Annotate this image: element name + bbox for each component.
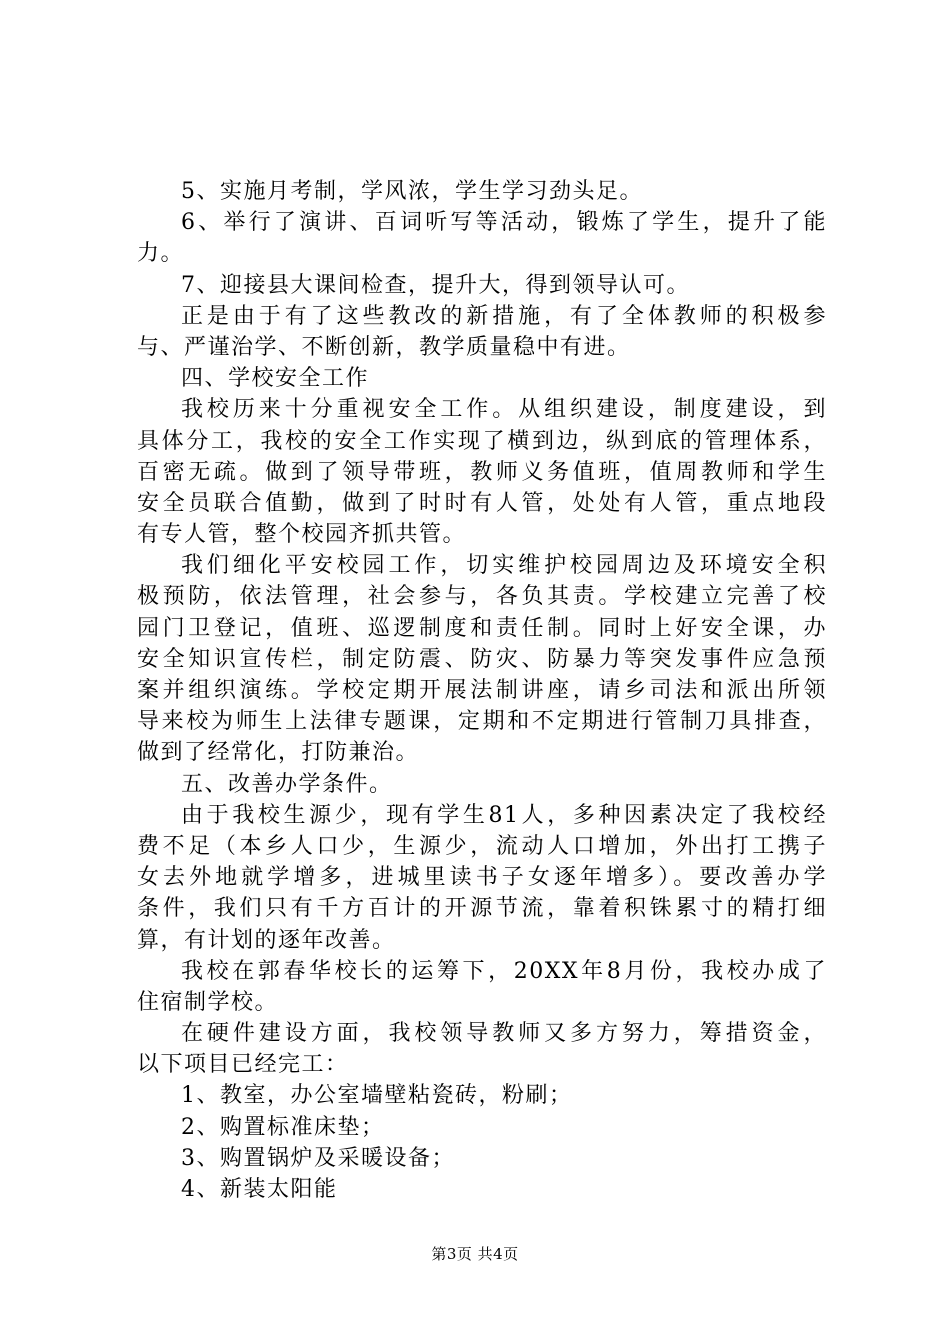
text-line: 在硬件建设方面，我校领导教师又多方努力，筹措资金，: [181, 1021, 827, 1047]
text-line: 女去外地就学增多，进城里读书子女逐年增多）。要改善办学: [137, 865, 827, 891]
text-line: 住宿制学校。: [137, 989, 279, 1015]
text-line: 2、购置标准床垫；: [181, 1114, 385, 1140]
text-line: 力。: [137, 241, 185, 267]
text-line: 百密无疏。做到了领导带班，教师义务值班，值周教师和学生: [137, 459, 827, 485]
text-line: 四、学校安全工作: [181, 366, 370, 392]
text-line: 1、教室，办公室墙壁粘瓷砖，粉刷；: [181, 1083, 573, 1109]
text-line: 五、改善办学条件。: [181, 771, 393, 797]
text-line: 条件，我们只有千方百计的开源节流，靠着积铢累寸的精打细: [137, 896, 827, 922]
text-line: 有专人管，整个校园齐抓共管。: [137, 522, 467, 548]
text-line: 5、实施月考制，学风浓，学生学习劲头足。: [181, 179, 643, 204]
text-line: 正是由于有了这些教改的新措施，有了全体教师的积极参: [181, 303, 827, 329]
text-line: 4、新装太阳能: [181, 1177, 338, 1202]
text-line: 我校历来十分重视安全工作。从组织建设，制度建设，到: [181, 397, 827, 423]
text-line: 具体分工，我校的安全工作实现了横到边，纵到底的管理体系，: [137, 428, 827, 454]
text-line: 做到了经常化，打防兼治。: [137, 740, 420, 766]
page-footer: 第3页 共4页: [431, 1245, 519, 1263]
text-line: 案并组织演练。学校定期开展法制讲座，请乡司法和派出所领: [137, 678, 827, 703]
text-line: 以下项目已经完工：: [137, 1052, 349, 1078]
text-line: 安全员联合值勤，做到了时时有人管，处处有人管，重点地段: [137, 490, 827, 516]
text-line: 导来校为师生上法律专题课，定期和不定期进行管制刀具排查，: [137, 709, 827, 735]
text-line: 园门卫登记，值班、巡逻制度和责任制。同时上好安全课，办: [137, 615, 827, 641]
text-line: 算，有计划的逐年改善。: [137, 927, 396, 953]
text-line: 安全知识宣传栏，制定防震、防灾、防暴力等突发事件应急预: [137, 646, 827, 672]
text-line: 与、严谨治学、不断创新，教学质量稳中有进。: [137, 334, 631, 360]
text-line: 7、迎接县大课间检查，提升大，得到领导认可。: [181, 272, 690, 298]
text-line: 我们细化平安校园工作，切实维护校园周边及环境安全积: [181, 553, 827, 579]
text-line: 我校在郭春华校长的运筹下，20XX年8月份，我校办成了: [181, 958, 827, 984]
text-line: 6、举行了演讲、百词听写等活动，锻炼了学生，提升了能: [181, 210, 827, 236]
text-line: 3、购置锅炉及采暖设备；: [181, 1145, 455, 1171]
text-line: 极预防，依法管理，社会参与，各负其责。学校建立完善了校: [137, 584, 827, 610]
text-line: 费不足（本乡人口少，生源少，流动人口增加，外出打工携子: [137, 833, 827, 859]
text-line: 由于我校生源少，现有学生81人，多种因素决定了我校经: [181, 802, 827, 828]
document-body: [137, 176, 827, 1205]
